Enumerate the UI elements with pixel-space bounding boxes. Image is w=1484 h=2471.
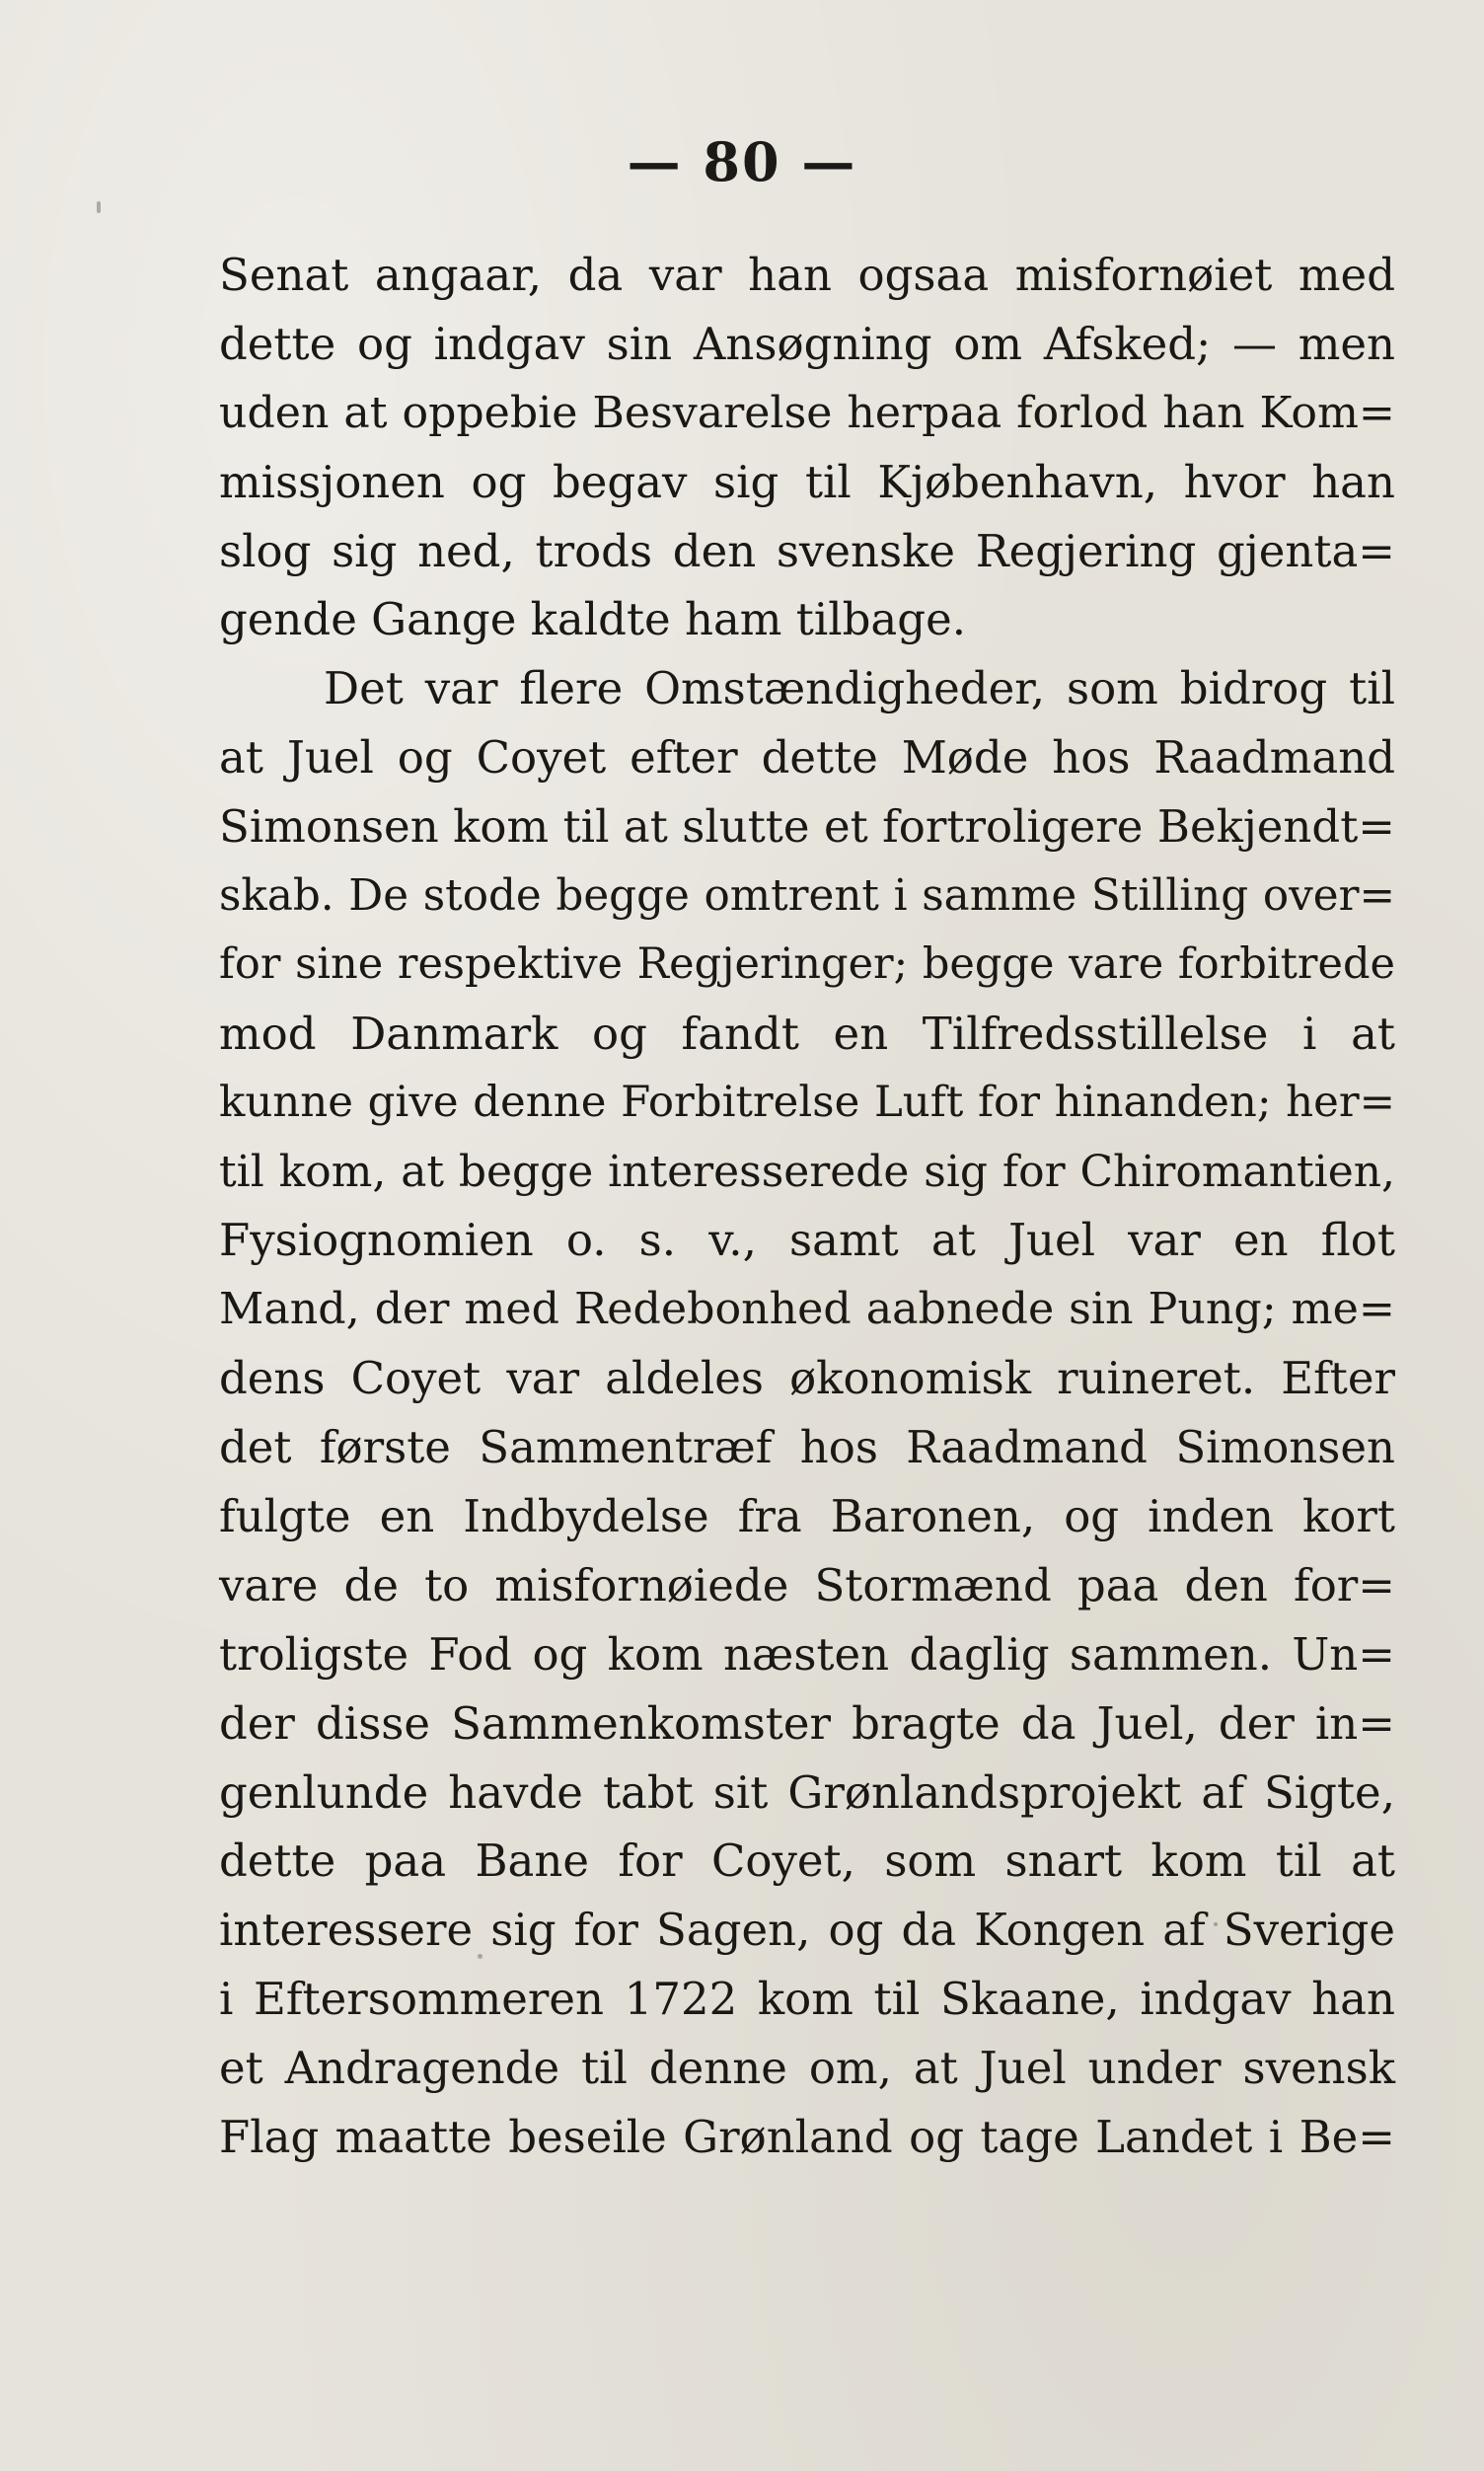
text-line: dens Coyet var aldeles økonomisk ruineret. Efter: [219, 1352, 1395, 1405]
text-line: til kom, at begge interesserede sig for Chiromantien,: [219, 1146, 1395, 1197]
text-line: genlunde havde tabt sit Grønlandsprojekt af Sigte,: [219, 1765, 1395, 1819]
text-line: Det var flere Omstændigheder, som bidrog til: [324, 662, 1395, 715]
text-line: Senat angaar, da var han ogsaa misfornøiet med: [219, 249, 1395, 301]
text-line: at Juel og Coyet efter dette Møde hos Raadmand: [219, 731, 1395, 785]
text-line: dette og indgav sin Ansøgning om Afsked; — men: [219, 317, 1395, 370]
text-line: Fysiognomien o. s. v., samt at Juel var en flot: [219, 1214, 1395, 1267]
text-line: slog sig ned, trods den svenske Regjering gjenta=: [219, 524, 1395, 577]
text-line: interessere sig for Sagen, og da Kongen af Sverige: [219, 1904, 1395, 1957]
text-line: Simonsen kom til at slutte et fortroligere Bekjendt=: [219, 800, 1395, 854]
text-line: kunne give denne Forbitrelse Luft for hinanden; her=: [219, 1077, 1395, 1127]
text-line: der disse Sammenkomster bragte da Juel, der in=: [219, 1696, 1395, 1750]
text-line: i Eftersommeren 1722 kom til Skaane, indgav han: [219, 1973, 1395, 2026]
text-line: et Andragende til denne om, at Juel under svensk: [219, 2042, 1395, 2095]
text-line: vare de to misfornøiede Stormænd paa den for=: [219, 1558, 1395, 1611]
body-text: [219, 241, 1395, 2172]
text-line: Mand, der med Redebonhed aabnede sin Pung; me=: [219, 1284, 1395, 1335]
text-line: fulgte en Indbydelse fra Baronen, og inden kort: [219, 1490, 1395, 1543]
text-line: troligste Fod og kom næsten daglig sammen. Un=: [219, 1627, 1395, 1681]
paper-speck: [97, 201, 101, 213]
page-number: — 80 —: [627, 130, 857, 193]
text-line: missjonen og begav sig til Kjøbenhavn, hvor han: [219, 455, 1395, 508]
text-line: Flag maatte beseile Grønland og tage Landet i Be=: [219, 2111, 1395, 2164]
text-line: for sine respektive Regjeringer; begge vare forbitrede: [219, 938, 1395, 989]
text-line: uden at oppebie Besvarelse herpaa forlod han Kom=: [219, 387, 1395, 438]
text-line: skab. De stode begge omtrent i samme Stilling over=: [219, 870, 1395, 922]
text-line: mod Danmark og fandt en Tilfredsstillelse i at: [219, 1007, 1395, 1060]
text-line: det første Sammentræf hos Raadmand Simonsen: [219, 1421, 1395, 1474]
text-line: dette paa Bane for Coyet, som snart kom til at: [219, 1835, 1395, 1888]
text-line: gende Gange kaldte ham tilbage.: [219, 593, 967, 646]
